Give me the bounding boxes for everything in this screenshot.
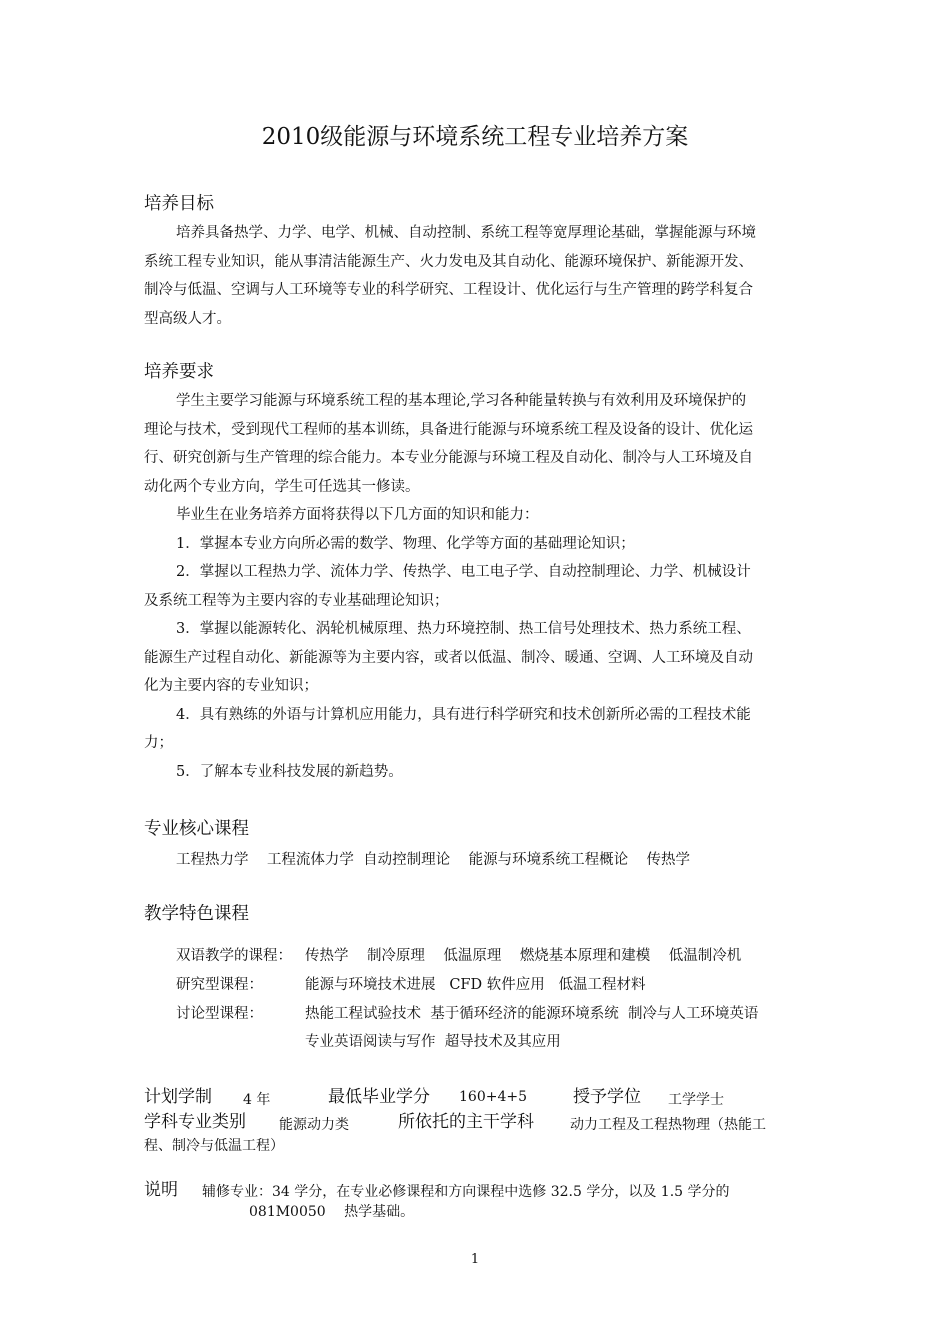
credits-label: 最低毕业学分 — [328, 1087, 430, 1107]
featured-label-research: 研究型课程： — [176, 977, 263, 993]
category-value: 能源动力类 — [279, 1117, 349, 1133]
section-heading-goal: 培养目标 — [144, 194, 214, 214]
featured-label-bilingual: 双语教学的课程： — [176, 948, 292, 964]
requirement-item-3-cont: 化为主要内容的专业知识； — [144, 678, 318, 694]
page-title: 2010级能源与环境系统工程专业培养方案 — [261, 124, 689, 150]
requirements-line: 学生主要学习能源与环境系统工程的基本理论,学习各种能量转换与有效利用及环境保护的 — [176, 393, 747, 409]
requirements-paragraph — [144, 387, 806, 786]
notes-line: 081M0050 热学基础。 — [249, 1204, 415, 1220]
featured-course: 制冷与人工环境英语 — [627, 1006, 759, 1022]
requirements-lead: 毕业生在业务培养方面将获得以下几方面的知识和能力： — [176, 507, 539, 523]
core-course: 传热学 — [646, 852, 691, 868]
featured-course-list — [305, 973, 646, 994]
featured-course-list — [305, 1030, 561, 1051]
goal-line: 型高级人才。 — [144, 310, 231, 327]
featured-course: 基于循环经济的能源环境系统 — [430, 1006, 619, 1022]
requirement-item-1: 1．掌握本专业方向所必需的数学、物理、化学等方面的基础理论知识； — [176, 535, 635, 552]
featured-course: 燃烧基本原理和建模 — [519, 948, 651, 964]
page-number: 1 — [470, 1252, 480, 1267]
requirements-line: 理论与技术，受到现代工程师的基本训练，具备进行能源与环境系统工程及设备的设计、优化运 — [144, 421, 753, 438]
section-heading-featured: 教学特色课程 — [144, 904, 249, 924]
requirements-line: 行、研究创新与生产管理的综合能力。本专业分能源与环境工程及自动化、制冷与人工环境及自 — [144, 450, 753, 466]
requirements-line: 动化两个专业方向，学生可任选其一修读。 — [144, 478, 420, 495]
notes-line: 辅修专业：34 学分，在专业必修课程和方向课程中选修 32.5 学分，以及 1.5 学分的 — [202, 1184, 730, 1200]
core-course-list — [176, 848, 690, 869]
requirement-item-3: 3．掌握以能源转化、涡轮机械原理、热力环境控制、热工信号处理技术、热力系统工程、 — [176, 621, 751, 637]
notes-label: 说明 — [144, 1180, 178, 1200]
discipline-value: 动力工程及工程热物理（热能工 — [570, 1117, 766, 1133]
core-course: 能源与环境系统工程概论 — [468, 852, 629, 868]
featured-course: CFD 软件应用 — [449, 977, 545, 993]
featured-label-discussion: 讨论型课程： — [176, 1006, 263, 1022]
degree-label: 授予学位 — [573, 1087, 641, 1107]
goal-line: 系统工程专业知识，能从事清洁能源生产、火力发电及其自动化、能源环境保护、新能源开发、 — [144, 253, 753, 270]
goal-paragraph — [144, 219, 806, 333]
featured-course: 专业英语阅读与写作 — [305, 1034, 436, 1050]
featured-course: 传热学 — [305, 948, 349, 964]
section-heading-core: 专业核心课程 — [144, 819, 249, 839]
core-course: 工程热力学 — [176, 852, 249, 868]
degree-value: 工学学士 — [668, 1092, 724, 1108]
featured-course: 低温工程材料 — [558, 977, 646, 993]
credits-value: 160+4+5 — [459, 1089, 527, 1105]
requirement-item-2: 2．掌握以工程热力学、流体力学、传热学、电工电子学、自动控制理论、力学、机械设计 — [176, 564, 751, 580]
discipline-value-cont: 程、制冷与低温工程） — [144, 1138, 284, 1154]
featured-course: 低温制冷机 — [668, 948, 742, 964]
featured-course: 超导技术及其应用 — [444, 1034, 561, 1050]
goal-line: 培养具备热学、力学、电学、机械、自动控制、系统工程等宽厚理论基础，掌握能源与环境 — [176, 225, 756, 241]
duration-label: 计划学制 — [144, 1087, 212, 1107]
section-heading-requirements: 培养要求 — [144, 362, 214, 382]
requirement-item-5: 5．了解本专业科技发展的新趋势。 — [176, 763, 403, 780]
requirement-item-2-cont: 及系统工程等为主要内容的专业基础理论知识； — [144, 592, 449, 609]
featured-course: 能源与环境技术进展 — [305, 977, 436, 993]
category-label: 学科专业类别 — [144, 1112, 246, 1132]
discipline-label: 所依托的主干学科 — [398, 1112, 534, 1132]
core-course: 自动控制理论 — [363, 852, 451, 868]
featured-course-list — [305, 1002, 758, 1023]
duration-value: 4 年 — [243, 1092, 271, 1108]
goal-line: 制冷与低温、空调与人工环境等专业的科学研究、工程设计、优化运行与生产管理的跨学科复合 — [144, 282, 753, 298]
requirement-item-3-cont: 能源生产过程自动化、新能源等为主要内容，或者以低温、制冷、暖通、空调、人工环境及自动 — [144, 649, 753, 666]
core-course: 工程流体力学 — [266, 852, 354, 868]
featured-course: 低温原理 — [443, 948, 502, 964]
requirement-item-4: 4．具有熟练的外语与计算机应用能力，具有进行科学研究和技术创新所必需的工程技术能 — [176, 706, 751, 723]
requirement-item-4-cont: 力； — [144, 735, 173, 751]
featured-course: 热能工程试验技术 — [305, 1006, 421, 1022]
featured-course-list — [305, 944, 741, 965]
featured-course: 制冷原理 — [366, 948, 425, 964]
